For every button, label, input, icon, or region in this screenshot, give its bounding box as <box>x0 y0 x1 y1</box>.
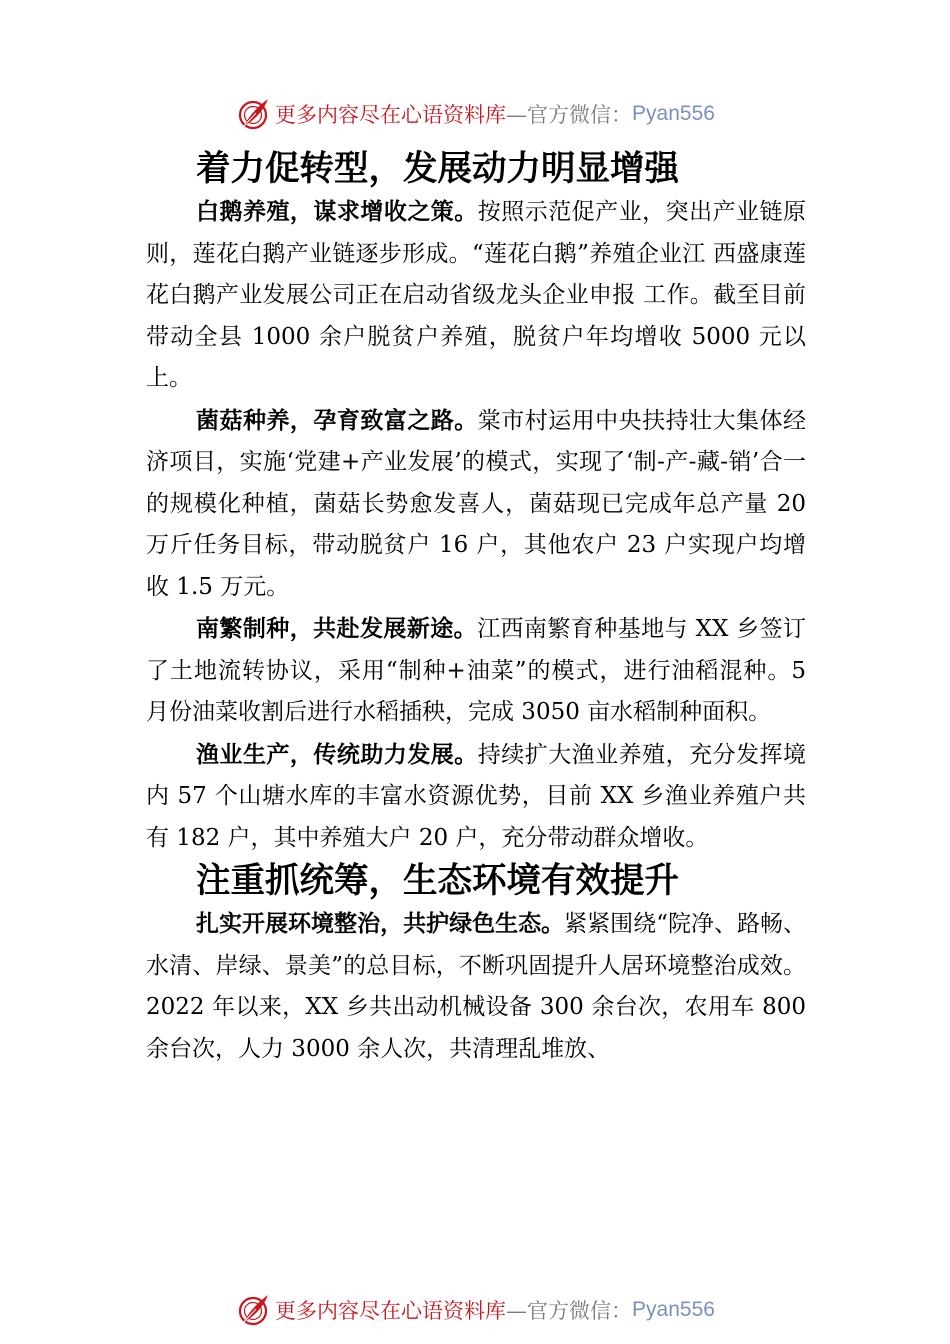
document-body <box>146 147 806 1070</box>
paragraph-body: 江西南繁育种基地与 XX 乡签订了土地流转协议，采用“制种+油菜”的模式，进行油稻混种。5 月份油菜收割后进行水稻插秧，完成 3050 亩水稻制种面积。 <box>146 616 807 725</box>
paragraph-environment <box>146 903 806 1070</box>
paragraph-lead: 菌菇种养，孕育致富之路。 <box>196 406 478 434</box>
paragraph-fishery <box>146 734 806 860</box>
section-heading: 着力促转型，发展动力明显增强 <box>196 149 679 189</box>
quill-badge-icon <box>235 1292 271 1328</box>
paragraph-lead: 扎实开展环境整治，共护绿色生态。 <box>196 910 565 937</box>
quill-badge-icon <box>235 96 271 132</box>
banner-wechat-label: —官方微信： <box>506 1299 633 1323</box>
paragraph-lead: 白鹅养殖，谋求增收之策。 <box>196 198 478 225</box>
paragraph-lead: 渔业生产，传统助力发展。 <box>196 740 478 768</box>
banner-site-text: 更多内容尽在心语资料库 <box>275 1299 507 1323</box>
header-watermark-banner <box>0 92 950 136</box>
paragraph-goose-farming <box>146 191 806 400</box>
paragraph-mushroom <box>146 400 806 609</box>
banner-wechat-label: —官方微信： <box>506 103 633 127</box>
paragraph-lead: 南繁制种，共赴发展新途。 <box>196 615 478 642</box>
paragraph-body: 棠市村运用中央扶持壮大集体经济项目，实施‘党建+产业发展’的模式，实现了‘制-产-藏-销’合一的规模化种植，菌菇长势愈发喜人，菌菇现已完成年总产量 20 万斤任务目标，带动脱贫户 16 户，其他农户 23 户实现户均增收 1.5 万元。 <box>146 407 807 600</box>
paragraph-body: 持续扩大渔业养殖，充分发挥境内 57 个山塘水库的丰富水资源优势，目前 XX 乡渔业养殖户共有 182 户，其中养殖大户 20 户，充分带动群众增收。 <box>146 741 807 851</box>
banner-wechat-id: Pyan556 <box>632 1298 715 1321</box>
paragraph-seed-breeding <box>146 608 806 734</box>
section-heading: 注重抓统筹，生态环境有效提升 <box>196 861 679 901</box>
paragraph-body: 按照示范促产业，突出产业链原则，莲花白鹅产业链逐步形成。“莲花白鹅”养殖企业江 西盛康莲花白鹅产业发展公司正在启动省级龙头企业申报 工作。截至目前带动全县 1000 余户脱贫户养殖，脱贫户年均增收 5000 元以上。 <box>146 199 807 391</box>
paragraph-body: 紧紧围绕“院净、路畅、水清、岸绿、景美”的总目标，不断巩固提升人居环境整治成效。2022 年以来，XX 乡共出动机械设备 300 余台次，农用车 800 余台次，人力 3000 余人次，共清理乱堆放、 <box>146 911 807 1062</box>
banner-site-text: 更多内容尽在心语资料库 <box>275 103 507 127</box>
footer-watermark-banner <box>0 1288 950 1332</box>
banner-wechat-id: Pyan556 <box>632 102 715 125</box>
